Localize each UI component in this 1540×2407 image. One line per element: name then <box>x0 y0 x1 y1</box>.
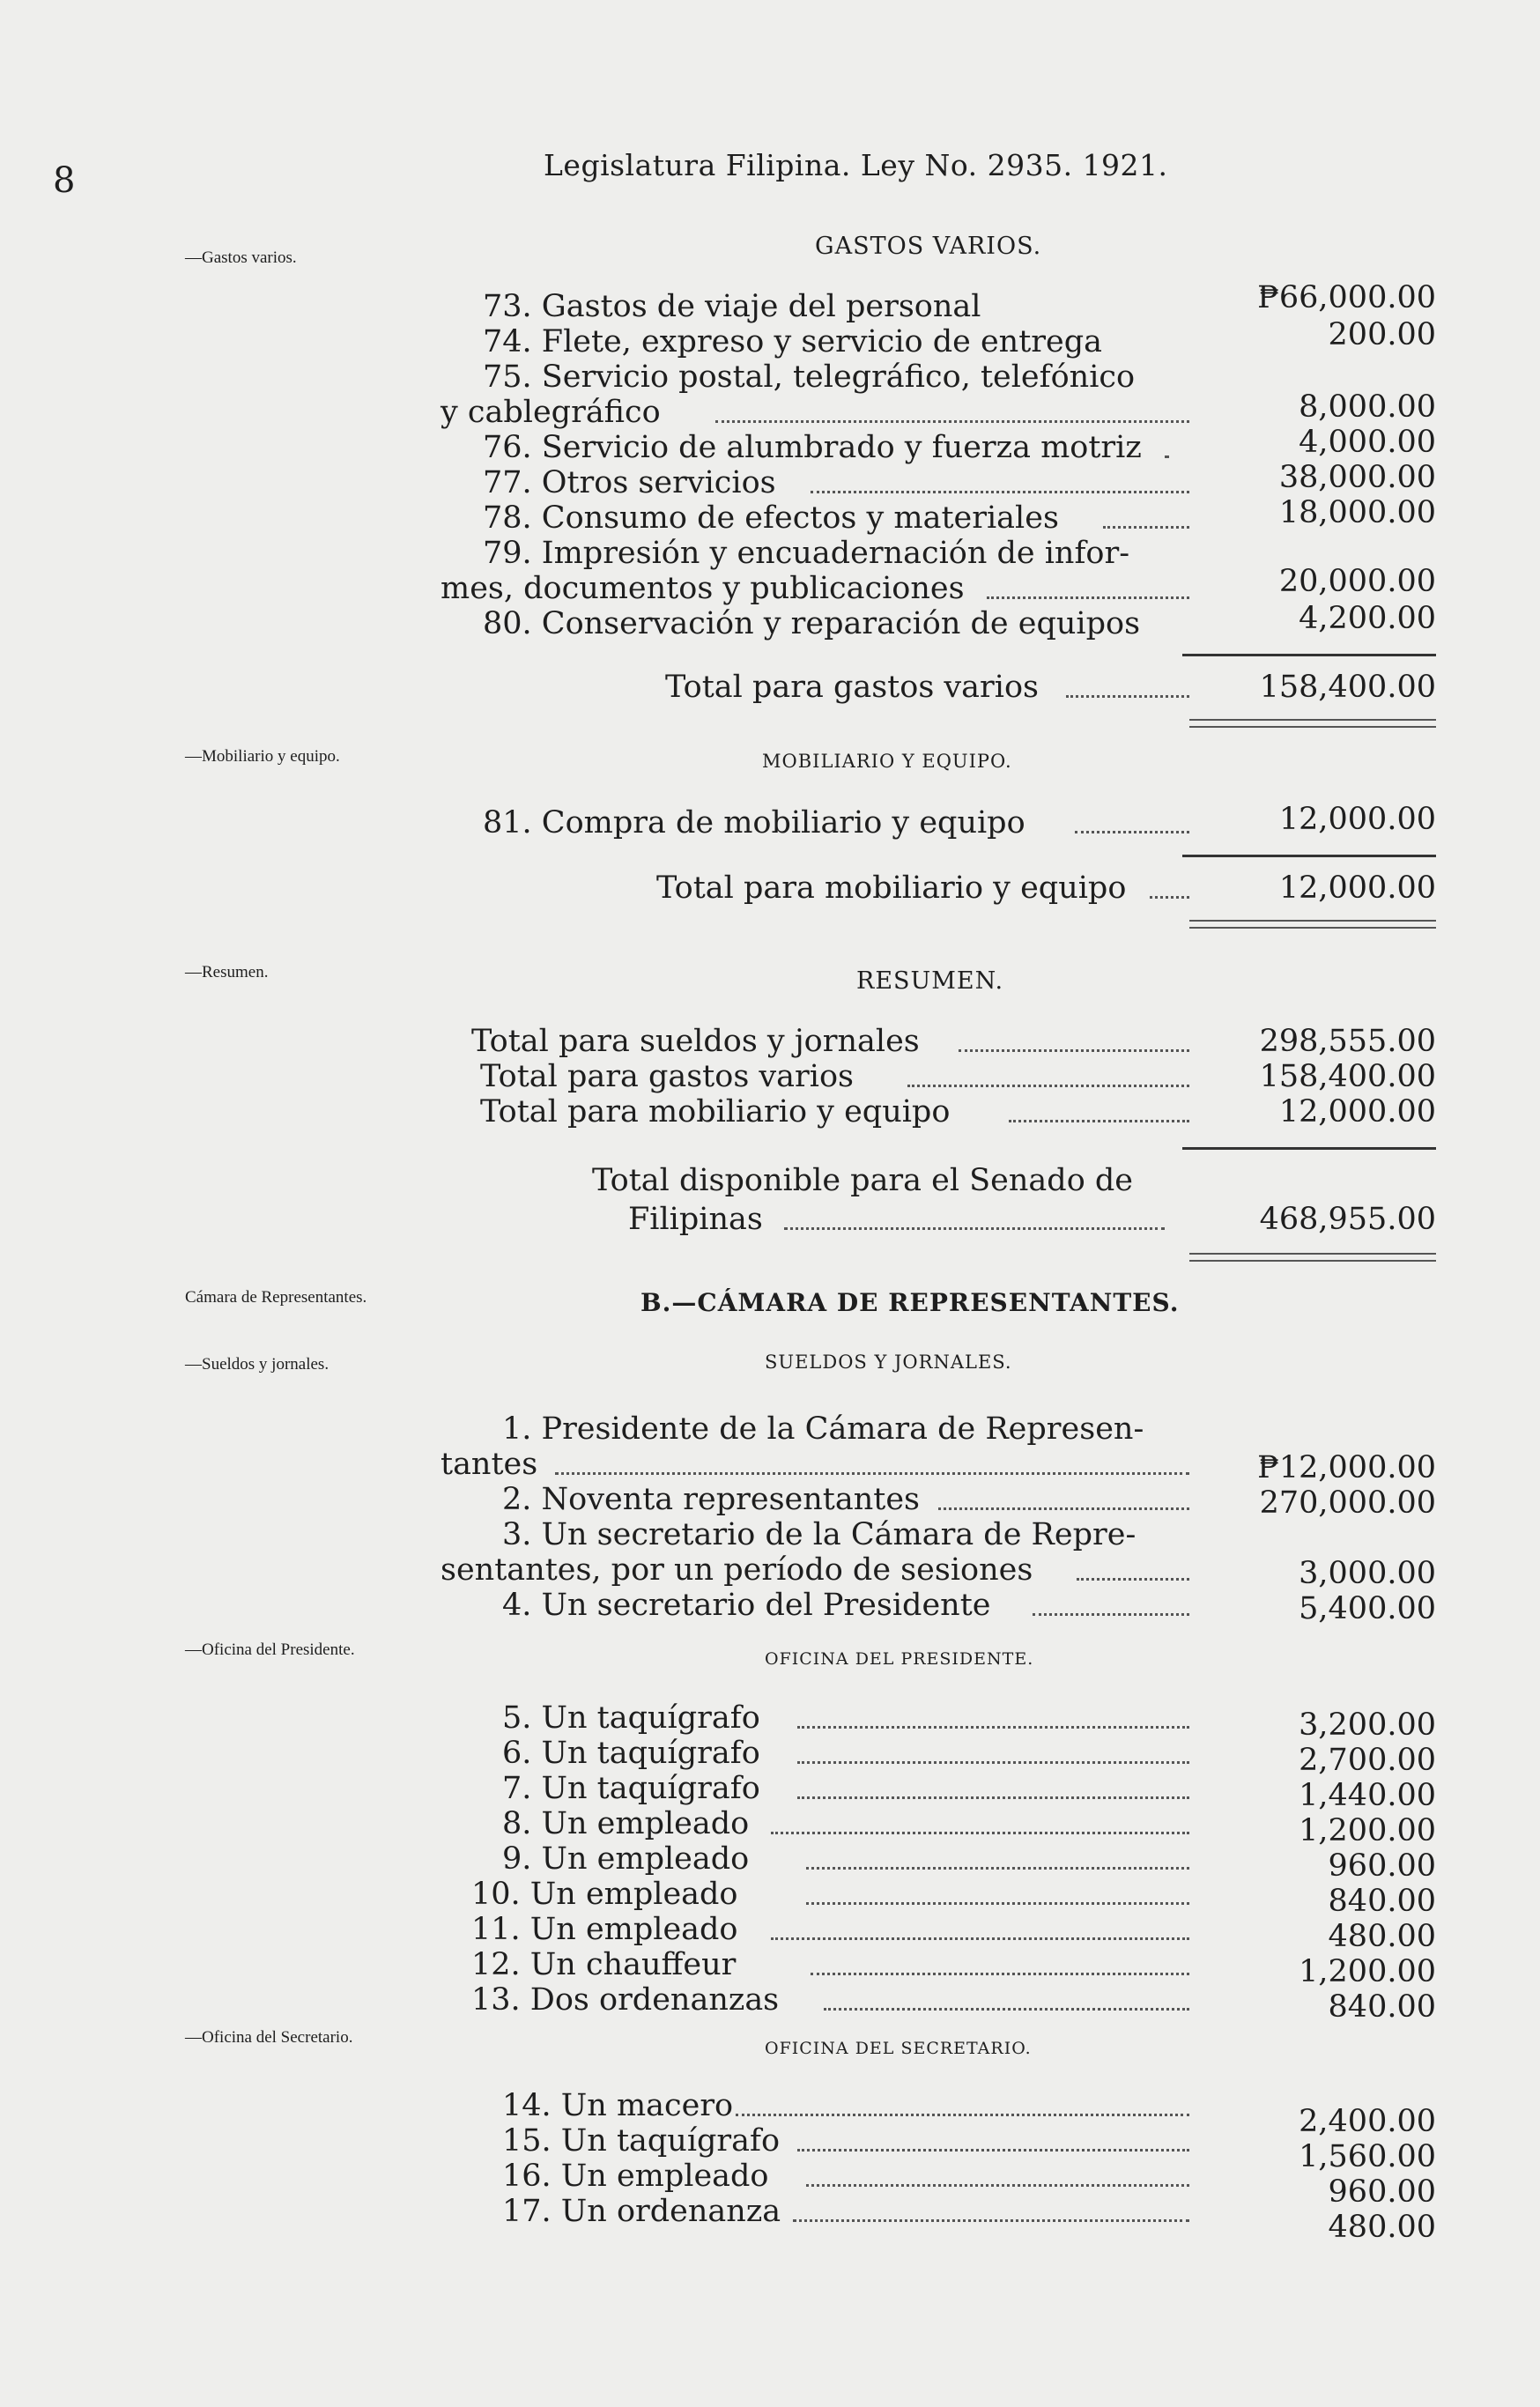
list-item: 4. Un secretario del Presidente <box>441 1588 1189 1623</box>
list-item: mes, documentos y publicaciones <box>441 571 1189 606</box>
list-item: 12. Un chauffeur <box>441 1947 1189 1982</box>
list-item: y cablegráfico <box>441 395 1189 430</box>
amount: 200.00 <box>1328 317 1436 352</box>
amount: 840.00 <box>1328 1884 1436 1919</box>
list-item: 8. Un empleado <box>441 1806 1189 1841</box>
amount: 1,440.00 <box>1299 1778 1436 1813</box>
section-title-resumen: RESUMEN. <box>856 967 1004 995</box>
list-item: tantes <box>441 1447 1189 1482</box>
amount: 2,400.00 <box>1299 2104 1436 2139</box>
list-item: Total para gastos varios <box>441 1059 1189 1094</box>
amount: 18,000.00 <box>1278 495 1436 530</box>
sum-rule <box>1182 654 1436 656</box>
total-row: Total para mobiliario y equipo <box>441 870 1189 906</box>
margin-note-mobiliario: —Mobiliario y equipo. <box>185 747 340 766</box>
sum-rule <box>1182 1147 1436 1150</box>
amount: 2,700.00 <box>1299 1743 1436 1778</box>
margin-note-oficina-presidente: —Oficina del Presidente. <box>185 1640 355 1659</box>
list-item: 74. Flete, expreso y servicio de entrega <box>483 324 1103 359</box>
total-amount: 12,000.00 <box>1278 870 1436 906</box>
page-header: Legislatura Filipina. Ley No. 2935. 1921. <box>544 148 1168 182</box>
list-item: 2. Noventa representantes <box>441 1482 1189 1517</box>
amount: 3,000.00 <box>1299 1556 1436 1591</box>
section-title-gastos: GASTOS VARIOS. <box>815 233 1042 260</box>
amount: 1,200.00 <box>1299 1954 1436 1989</box>
amount: 298,555.00 <box>1259 1024 1436 1059</box>
amount: 38,000.00 <box>1278 460 1436 495</box>
amount: 960.00 <box>1328 1848 1436 1884</box>
list-item: sentantes, por un período de sesiones <box>441 1552 1189 1588</box>
sum-rule <box>1182 855 1436 857</box>
list-item: 16. Un empleado <box>441 2159 1189 2194</box>
amount: 5,400.00 <box>1299 1591 1436 1626</box>
amount: 840.00 <box>1328 1989 1436 2025</box>
amount: 8,000.00 <box>1299 389 1436 425</box>
list-item: 76. Servicio de alumbrado y fuerza motriz <box>441 430 1189 465</box>
list-item: 79. Impresión y encuadernación de infor- <box>483 536 1130 571</box>
amount: 3,200.00 <box>1299 1707 1436 1743</box>
total-row: Filipinas <box>441 1202 1189 1237</box>
margin-note-gastos: —Gastos varios. <box>185 248 297 267</box>
list-item: 9. Un empleado <box>441 1841 1189 1877</box>
list-item: 3. Un secretario de la Cámara de Repre- <box>502 1517 1136 1552</box>
amount: 960.00 <box>1328 2174 1436 2210</box>
section-title-oficina-secretario: OFICINA DEL SECRETARIO. <box>765 2039 1032 2058</box>
margin-note-oficina-secretario: —Oficina del Secretario. <box>185 2028 353 2047</box>
section-title-oficina-presidente: OFICINA DEL PRESIDENTE. <box>765 1649 1034 1669</box>
list-item: 6. Un taquígrafo <box>441 1736 1189 1771</box>
list-item: Total para sueldos y jornales <box>441 1024 1189 1059</box>
section-title-camara: B.—CÁMARA DE REPRESENTANTES. <box>640 1288 1180 1317</box>
list-item: 73. Gastos de viaje del personal <box>483 289 981 324</box>
amount: 480.00 <box>1328 2210 1436 2245</box>
total-amount: 468,955.00 <box>1259 1202 1436 1237</box>
amount: 12,000.00 <box>1278 1094 1436 1129</box>
section-title-mobiliario: MOBILIARIO Y EQUIPO. <box>762 751 1012 772</box>
list-item: 14. Un macero <box>441 2088 1189 2123</box>
list-item: 80. Conservación y reparación de equipos <box>483 606 1141 641</box>
section-title-sueldos: SUELDOS Y JORNALES. <box>765 1352 1012 1373</box>
margin-note-sueldos: —Sueldos y jornales. <box>185 1355 329 1374</box>
double-rule <box>1189 1253 1436 1255</box>
double-rule <box>1189 719 1436 721</box>
amount: ₱12,000.00 <box>1257 1450 1436 1485</box>
amount: 158,400.00 <box>1259 1059 1436 1094</box>
page-number: 8 <box>53 160 76 201</box>
amount: 270,000.00 <box>1259 1485 1436 1521</box>
amount: 12,000.00 <box>1278 802 1436 837</box>
list-item: 77. Otros servicios <box>441 465 1189 500</box>
list-item: Total para mobiliario y equipo <box>441 1094 1189 1129</box>
margin-note-camara: Cámara de Representantes. <box>185 1288 367 1307</box>
list-item: 75. Servicio postal, telegráfico, telefónico <box>483 359 1136 395</box>
total-row: Total para gastos varios <box>441 670 1189 705</box>
list-item: 1. Presidente de la Cámara de Represen- <box>502 1411 1144 1447</box>
list-item: 17. Un ordenanza <box>441 2194 1189 2229</box>
list-item: 5. Un taquígrafo <box>441 1700 1189 1736</box>
list-item: 11. Un empleado <box>441 1912 1189 1947</box>
amount: 480.00 <box>1328 1919 1436 1954</box>
list-item: 13. Dos ordenanzas <box>441 1982 1189 2018</box>
list-item: 78. Consumo de efectos y materiales <box>441 500 1189 536</box>
margin-note-resumen: —Resumen. <box>185 963 269 981</box>
list-item: 7. Un taquígrafo <box>441 1771 1189 1806</box>
amount: ₱66,000.00 <box>1257 280 1436 315</box>
double-rule <box>1189 920 1436 922</box>
total-label: Total disponible para el Senado de <box>592 1163 1134 1198</box>
amount: 20,000.00 <box>1278 564 1436 599</box>
list-item: 10. Un empleado <box>441 1877 1189 1912</box>
list-item: 15. Un taquígrafo <box>441 2123 1189 2159</box>
list-item: 81. Compra de mobiliario y equipo <box>441 805 1189 841</box>
total-amount: 158,400.00 <box>1259 670 1436 705</box>
amount: 1,200.00 <box>1299 1813 1436 1848</box>
amount: 4,200.00 <box>1299 601 1436 636</box>
amount: 4,000.00 <box>1299 425 1436 460</box>
amount: 1,560.00 <box>1299 2139 1436 2174</box>
